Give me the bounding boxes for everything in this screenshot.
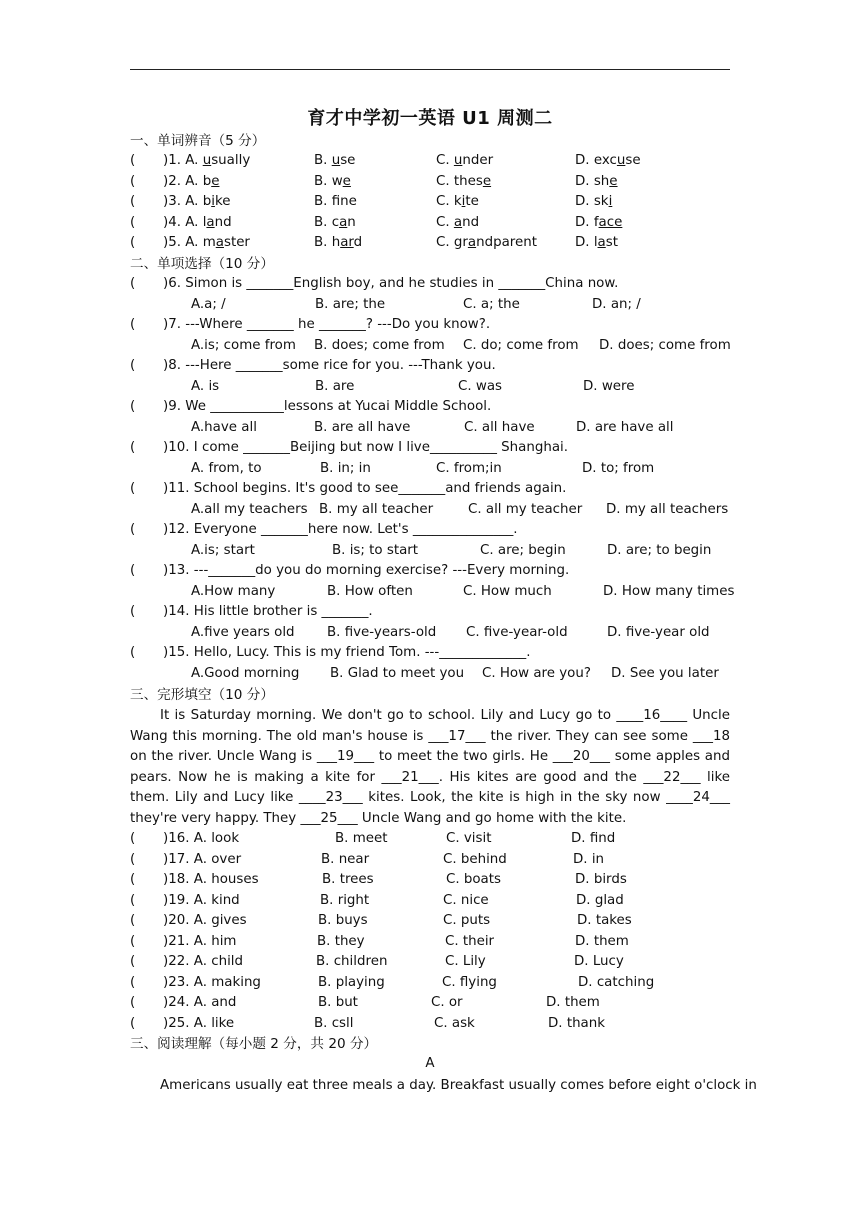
answer-bracket: ( <box>130 954 136 969</box>
option-prefix: B. w <box>314 173 343 189</box>
option-d: D. them <box>546 995 600 1010</box>
option-a: )16. A. look <box>163 831 240 846</box>
answer-bracket: ( <box>130 851 136 867</box>
option-b: B. they <box>317 933 365 949</box>
word-rest: ne <box>340 194 357 209</box>
option-b <box>314 214 356 232</box>
option-prefix: B. <box>314 153 332 168</box>
option-prefix: D. l <box>575 235 598 250</box>
option-b: B. playing <box>318 974 385 990</box>
question-text: )14. His little brother is _______. <box>163 604 373 619</box>
option-d: D. takes <box>577 913 632 928</box>
word-rest: se <box>625 153 641 168</box>
option-a: )19. A. kind <box>163 892 240 908</box>
option-b: B. near <box>321 851 370 867</box>
underlined-letters: a <box>339 214 348 230</box>
answer-bracket: ( <box>130 317 136 332</box>
option-c: C. was <box>458 378 502 394</box>
underlined-letters: i <box>608 194 613 209</box>
option-c: C. ask <box>434 1015 475 1031</box>
option-b: B. five-years-old <box>327 624 437 640</box>
answer-bracket: ( <box>130 974 136 990</box>
underlined-letters: i <box>211 194 215 209</box>
option-d <box>575 152 641 170</box>
question-text: )6. Simon is _______English boy, and he studies in _______China now. <box>163 276 619 291</box>
option-a: A.all my teachers <box>191 501 308 517</box>
option-b <box>314 193 357 211</box>
option-a: )21. A. him <box>163 933 237 949</box>
option-d: D. in <box>573 851 605 867</box>
option-d <box>575 234 618 252</box>
answer-bracket: ( <box>130 235 136 250</box>
question-text: )11. School begins. It's good to see_______and friends again. <box>163 481 567 496</box>
option-a <box>163 234 250 252</box>
option-a: )22. A. child <box>163 954 244 969</box>
answer-bracket: ( <box>130 933 136 949</box>
header-rule <box>130 69 730 70</box>
option-b: B. buys <box>318 913 368 928</box>
option-d: D. See you later <box>611 665 719 681</box>
answer-bracket: ( <box>130 173 136 189</box>
answer-bracket: ( <box>130 872 136 887</box>
underlined-letters: a <box>453 214 463 230</box>
option-c <box>436 214 479 232</box>
option-b: B. are all have <box>314 419 411 435</box>
answer-bracket: ( <box>130 276 136 291</box>
option-a: )25. A. like <box>163 1015 235 1031</box>
option-b: B. does; come from <box>314 337 445 353</box>
option-a: A.is; come from <box>191 337 296 353</box>
underlined-letters: u <box>453 153 463 168</box>
option-b <box>314 152 355 170</box>
option-d: D. are; to begin <box>607 542 712 558</box>
underlined-letters: i <box>461 194 466 209</box>
option-c: C. How are you? <box>482 665 591 681</box>
answer-bracket: ( <box>130 563 136 578</box>
option-a: )17. A. over <box>163 851 242 867</box>
word-rest: n <box>347 214 356 230</box>
underlined-letters: a <box>467 235 477 250</box>
option-a <box>163 193 230 211</box>
option-b: B. but <box>318 995 358 1010</box>
reading-passage-label: A <box>425 1056 435 1071</box>
underlined-letters: e <box>342 173 351 189</box>
option-c: C. puts <box>443 913 491 928</box>
answer-bracket: ( <box>130 214 136 230</box>
question-text: )7. ---Where _______ he _______? ---Do you know?. <box>163 317 491 332</box>
option-b <box>314 234 362 252</box>
option-prefix: C. gr <box>436 235 468 250</box>
option-a <box>163 152 250 170</box>
answer-bracket: ( <box>130 645 136 660</box>
underlined-letters: u <box>331 153 341 168</box>
option-c: C. flying <box>442 974 497 990</box>
question-number: )5. A. m <box>163 235 216 250</box>
answer-bracket: ( <box>130 604 136 619</box>
option-c <box>436 152 493 170</box>
question-number: )3. A. b <box>163 194 212 209</box>
answer-bracket: ( <box>130 995 136 1010</box>
option-c: C. are; begin <box>480 542 566 558</box>
option-prefix: D. sh <box>575 173 610 189</box>
option-prefix: D. sk <box>575 194 609 209</box>
option-prefix: D. f <box>575 214 599 230</box>
option-d: D. How many times <box>603 583 735 599</box>
option-b: B. are <box>315 378 355 394</box>
option-d <box>575 214 622 232</box>
underlined-letters: ar <box>340 235 354 250</box>
section-heading-cloze: 三、完形填空（10 分） <box>130 687 274 703</box>
option-b: B. my all teacher <box>319 501 434 517</box>
option-a: A. is <box>191 378 220 394</box>
answer-bracket: ( <box>130 522 136 537</box>
question-text: )13. ---_______do you do morning exercise? ---Every morning. <box>163 563 570 578</box>
option-b: B. csll <box>314 1015 354 1031</box>
question-text: )15. Hello, Lucy. This is my friend Tom. ---_____________. <box>163 645 531 660</box>
option-prefix: B. h <box>314 235 341 250</box>
underlined-letters: a <box>597 235 606 250</box>
page-title: 育才中学初一英语 U1 周测二 <box>307 108 553 129</box>
option-c: C. a; the <box>463 296 520 312</box>
option-c: C. visit <box>446 831 492 846</box>
question-number: )4. A. l <box>163 214 207 230</box>
option-a: A.Good morning <box>191 665 300 681</box>
option-b: B. in; in <box>320 460 371 476</box>
question-number: )1. A. <box>163 153 203 168</box>
option-a: )18. A. houses <box>163 872 259 887</box>
option-d: D. birds <box>575 872 627 887</box>
underlined-letters: u <box>202 153 212 168</box>
word-rest: ndparent <box>476 235 537 250</box>
option-c: C. from;in <box>436 460 502 476</box>
underlined-letters: ace <box>598 214 623 230</box>
option-prefix: B. c <box>314 214 340 230</box>
option-a <box>163 173 219 191</box>
option-prefix: C. thes <box>436 173 483 189</box>
option-prefix: B. f <box>314 194 341 209</box>
option-d: D. find <box>571 831 616 846</box>
word-rest: ster <box>223 235 250 250</box>
option-c <box>436 234 537 252</box>
option-a: )20. A. gives <box>163 913 247 928</box>
option-b: B. How often <box>327 583 413 599</box>
option-a: A.have all <box>191 419 257 435</box>
option-a: A. from, to <box>191 460 262 476</box>
section-heading-reading: 三、阅读理解（每小题 2 分，共 20 分） <box>130 1036 378 1052</box>
answer-bracket: ( <box>130 1015 136 1031</box>
underlined-letters: a <box>206 214 215 230</box>
option-c <box>436 193 479 211</box>
option-c: C. do; come from <box>463 337 579 353</box>
question-text: )9. We ___________lessons at Yucai Middle School. <box>163 399 492 414</box>
cloze-passage: It is Saturday morning. We don't go to school. Lily and Lucy go to ____16____ Uncle Wang this morning. The old man's house is ___17___ the river. They can see some ___18 on the river. Uncle Wang is ___19___ to meet the two girls. He ___20___ some apples and pears. Now he is making a kite for ___21___. His kites are good and the ___22___ like them. Lily and Lucy like ____23___ kites. Look, the kite is high in the sky now ____24___ they're very happy. They ___25___ Uncle Wang and go home with the kite. <box>130 708 730 826</box>
answer-bracket: ( <box>130 399 136 414</box>
word-rest: nder <box>462 153 494 168</box>
option-prefix: D. exc <box>575 153 617 168</box>
option-d: D. thank <box>548 1015 606 1031</box>
option-a: A.a; / <box>191 296 226 312</box>
word-rest: st <box>605 235 618 250</box>
answer-bracket: ( <box>130 892 136 908</box>
underlined-letters: a <box>215 235 224 250</box>
option-prefix: C. k <box>436 194 462 209</box>
option-d: D. catching <box>578 974 655 990</box>
section-heading-pronunciation: 一、单词辨音（5 分） <box>130 133 266 149</box>
option-c: C. all have <box>464 419 535 435</box>
option-a: A.How many <box>191 583 276 599</box>
answer-bracket: ( <box>130 831 136 846</box>
option-b: B. meet <box>335 831 388 846</box>
option-c: C. five-year-old <box>466 624 568 640</box>
option-a <box>163 214 232 232</box>
answer-bracket: ( <box>130 153 136 168</box>
option-c: C. all my teacher <box>468 501 583 517</box>
option-d <box>575 193 612 211</box>
option-b <box>314 173 351 191</box>
option-c: C. or <box>431 995 463 1010</box>
question-text: )10. I come _______Beijing but now I live__________ Shanghai. <box>163 440 569 455</box>
option-b: B. Glad to meet you <box>330 665 465 681</box>
option-d: D. my all teachers <box>606 501 729 517</box>
option-c: C. Lily <box>445 954 486 969</box>
option-d: D. five-year old <box>607 624 710 640</box>
option-d: D. does; come from <box>599 337 731 353</box>
option-b: B. children <box>316 954 388 969</box>
answer-bracket: ( <box>130 481 136 496</box>
word-rest: ke <box>214 194 231 209</box>
word-rest: nd <box>214 214 232 230</box>
option-prefix: C. <box>436 214 454 230</box>
question-text: )8. ---Here _______some rice for you. ---Thank you. <box>163 358 496 373</box>
word-rest: te <box>465 194 479 209</box>
answer-bracket: ( <box>130 358 136 373</box>
underlined-letters: e <box>211 173 220 189</box>
option-a: )24. A. and <box>163 995 237 1010</box>
option-d <box>575 173 618 191</box>
word-rest: se <box>340 153 356 168</box>
option-a: )23. A. making <box>163 974 261 990</box>
option-d: D. to; from <box>582 460 655 476</box>
answer-bracket: ( <box>130 913 136 928</box>
option-b: B. right <box>320 892 370 908</box>
option-d: D. them <box>575 933 629 949</box>
option-b: B. is; to start <box>332 542 419 558</box>
option-a: A.is; start <box>191 542 255 558</box>
word-rest: sually <box>211 153 251 168</box>
question-number: )2. A. b <box>163 173 212 189</box>
word-rest: nd <box>462 214 480 230</box>
option-c: C. nice <box>443 892 489 908</box>
option-d: D. were <box>583 378 635 394</box>
option-d: D. are have all <box>576 419 674 435</box>
answer-bracket: ( <box>130 194 136 209</box>
option-c: C. How much <box>463 583 552 599</box>
option-c: C. their <box>445 933 495 949</box>
answer-bracket: ( <box>130 440 136 455</box>
option-d: D. Lucy <box>574 954 624 969</box>
option-c <box>436 173 491 191</box>
option-c: C. boats <box>446 872 501 887</box>
option-d: D. glad <box>576 892 624 908</box>
option-b: B. trees <box>322 872 374 887</box>
option-b: B. are; the <box>315 296 386 312</box>
reading-passage-text: Americans usually eat three meals a day. Breakfast usually comes before eight o'clock in <box>160 1078 757 1093</box>
question-text: )12. Everyone _______here now. Let's _______________. <box>163 522 518 537</box>
underlined-letters: e <box>482 173 492 189</box>
underlined-letters: u <box>616 153 626 168</box>
option-a: A.five years old <box>191 624 295 640</box>
option-c: C. behind <box>443 851 507 867</box>
section-heading-multiple-choice: 二、单项选择（10 分） <box>130 256 274 272</box>
word-rest: d <box>353 235 363 250</box>
option-d: D. an; / <box>592 296 641 312</box>
option-prefix: C. <box>436 153 454 168</box>
underlined-letters: e <box>609 173 618 189</box>
